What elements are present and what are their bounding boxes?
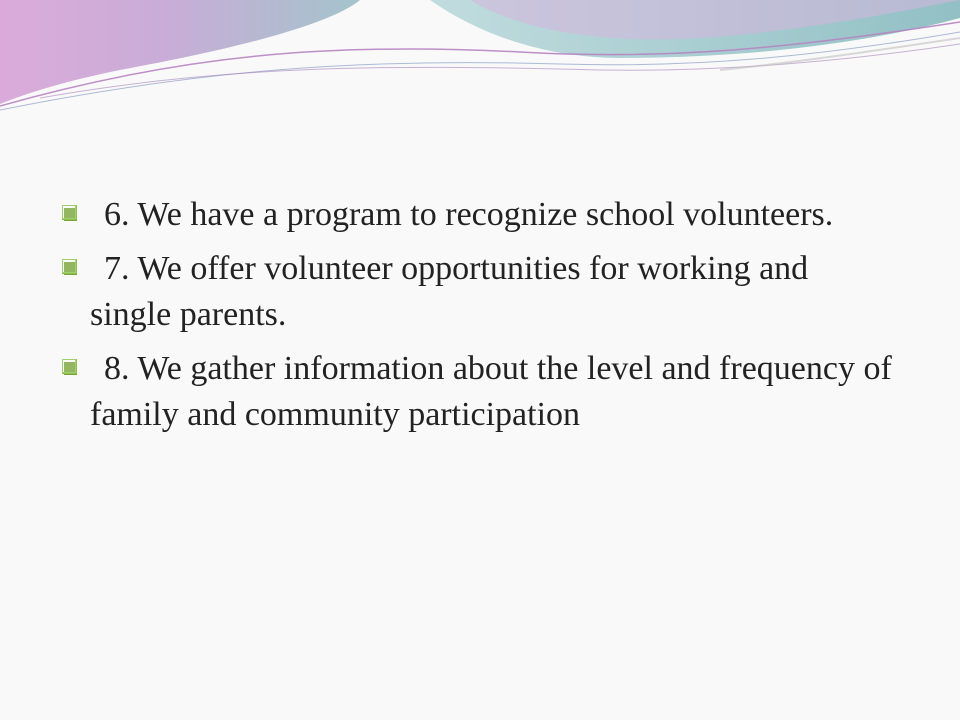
bullet-item — [62, 246, 892, 338]
bullet-text: 7. We offer volunteer opportunities for working and single parents. — [90, 250, 809, 333]
bullet-list — [62, 192, 892, 446]
checkbox-square-icon — [62, 259, 80, 277]
checkbox-square-icon — [62, 205, 80, 223]
checkbox-square-icon — [62, 359, 80, 377]
bullet-text: 8. We gather information about the level and frequency of family and community participation — [90, 350, 892, 433]
bullet-text: 6. We have a program to recognize school volunteers. — [104, 196, 834, 233]
decorative-wave-header — [0, 0, 960, 120]
bullet-item — [62, 192, 892, 238]
bullet-item — [62, 346, 892, 438]
